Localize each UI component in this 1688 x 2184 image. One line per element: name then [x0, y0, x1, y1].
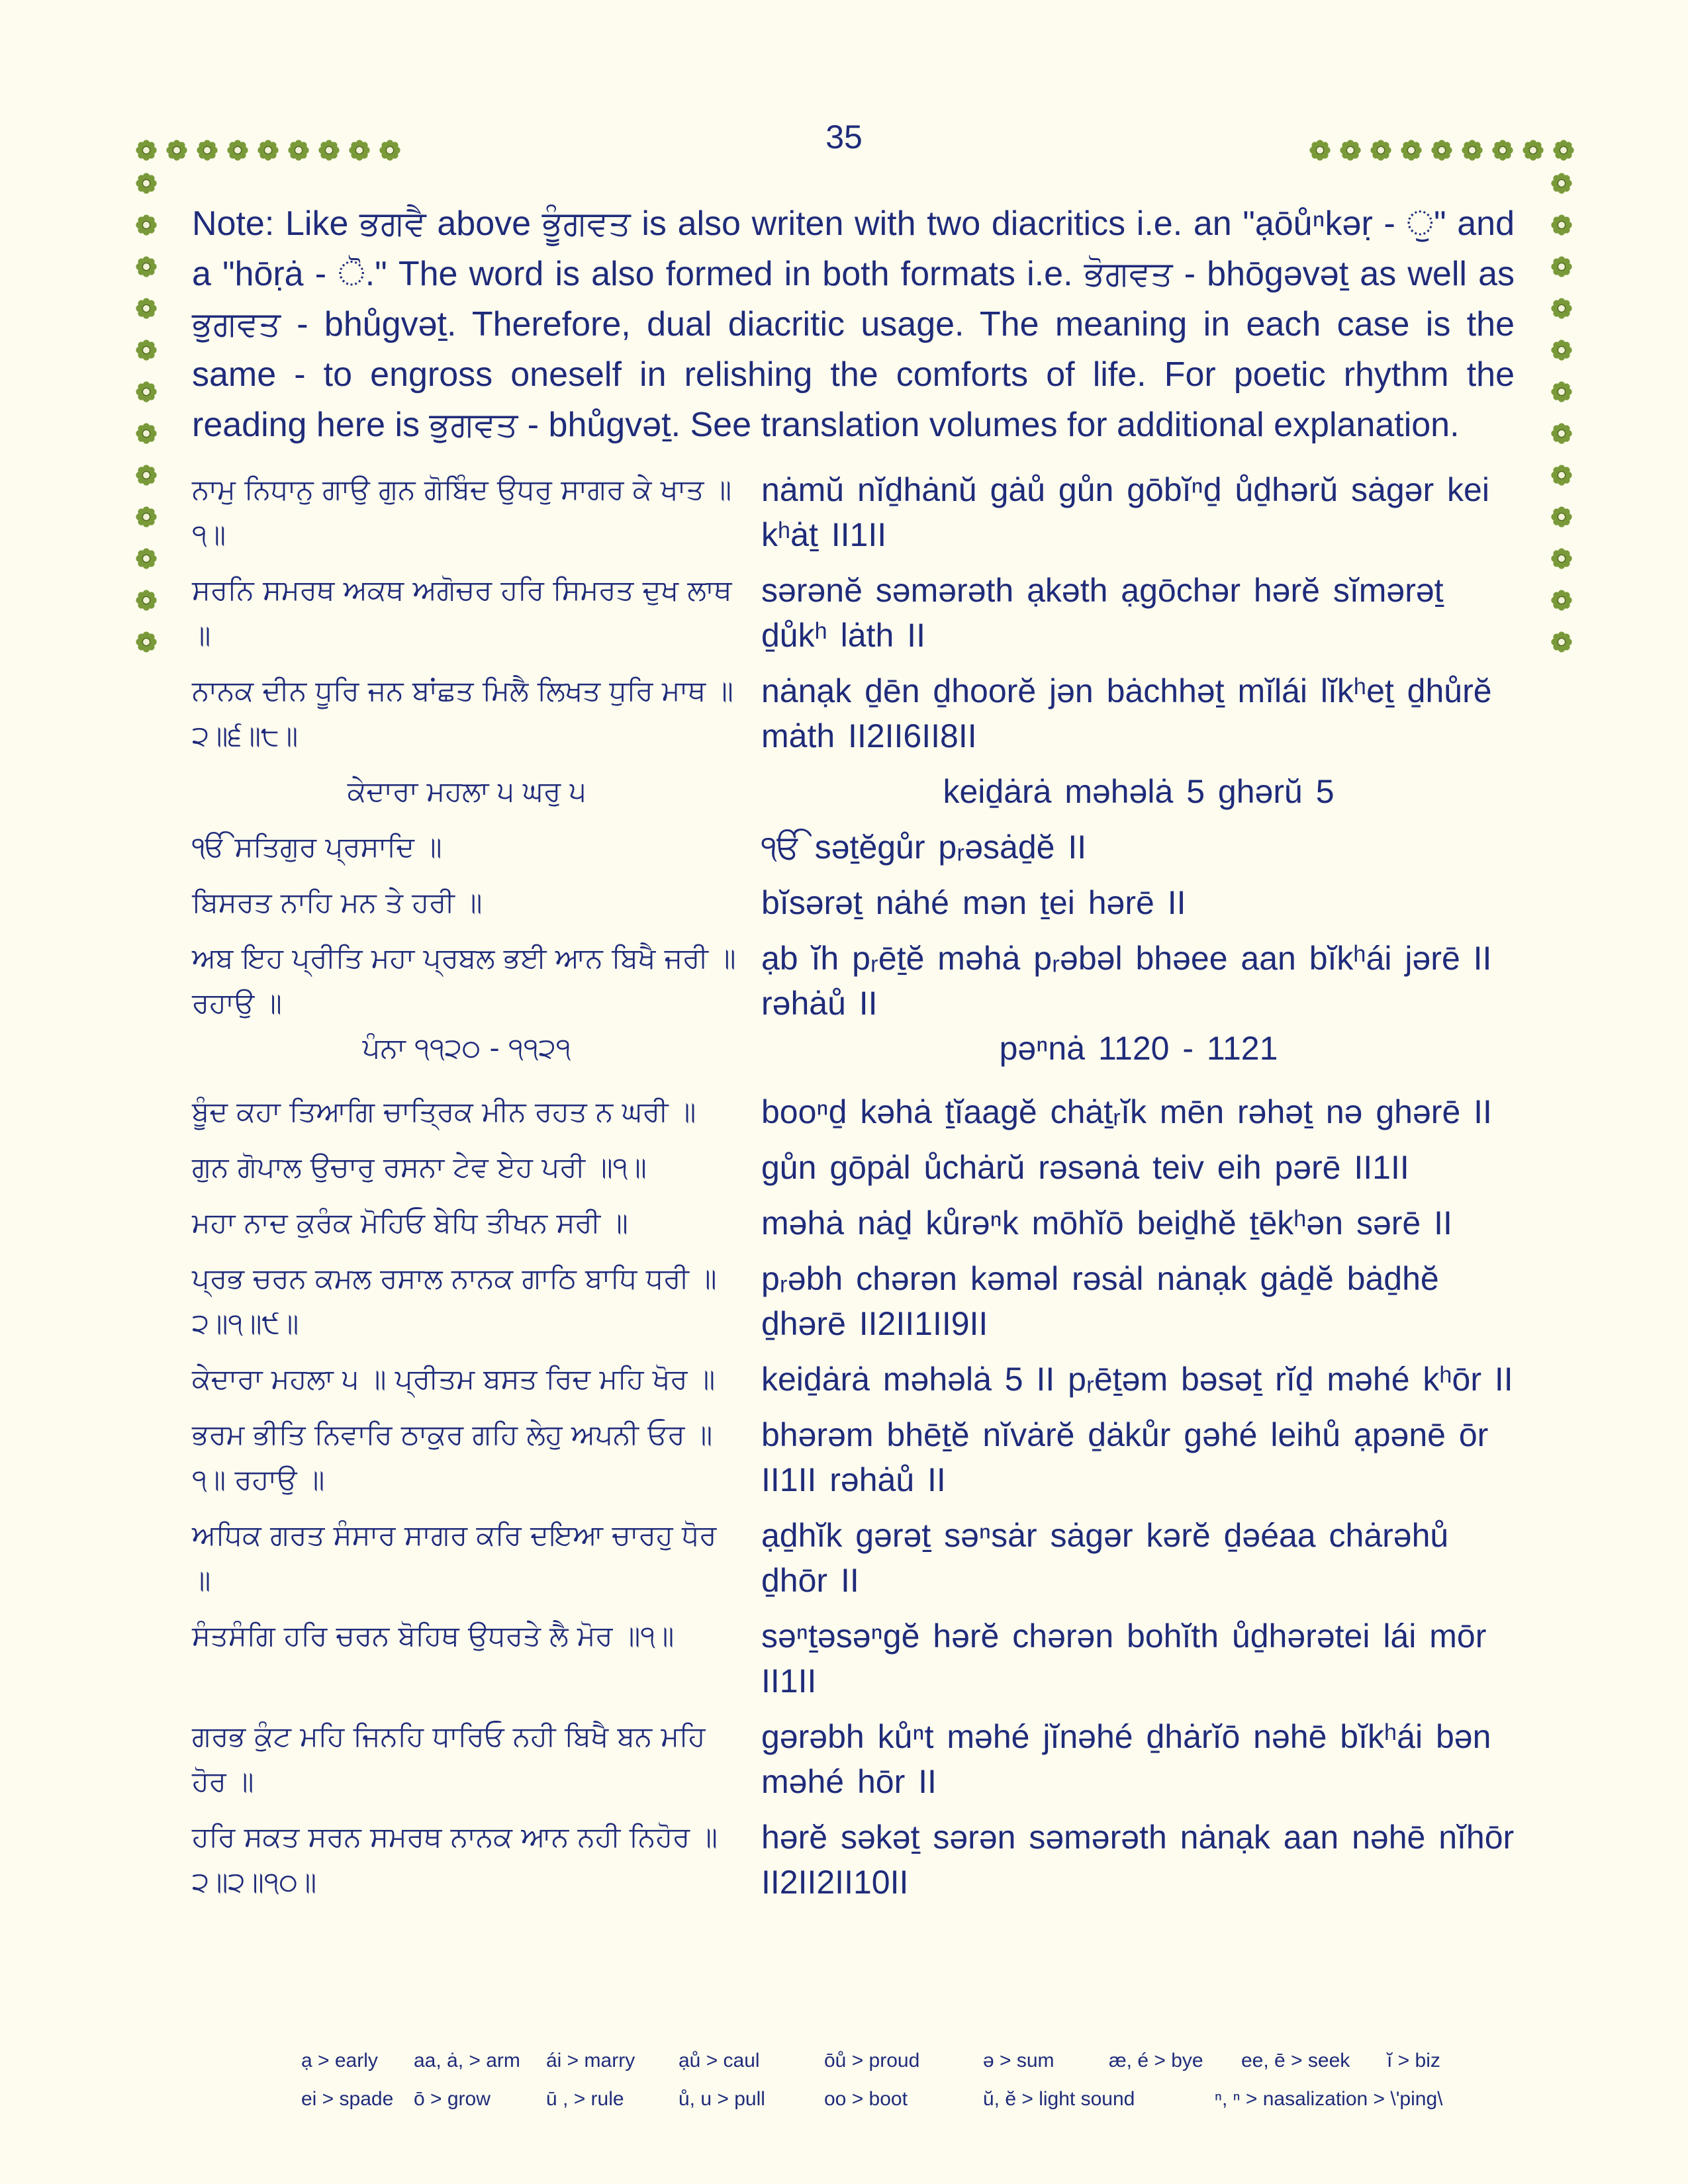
- flower-ornament-icon: [286, 138, 311, 163]
- legend-item: ei > spade: [301, 2088, 394, 2110]
- verse-row: [192, 880, 1516, 925]
- flower-ornament-icon: [134, 296, 159, 321]
- verse-row: [192, 668, 1516, 758]
- verse-row: [192, 467, 1516, 557]
- flower-border-top-left: [134, 138, 402, 164]
- gurmukhi-line: ਨਾਮੁ ਨਿਧਾਨੁ ਗਾਉ ਗੁਨ ਗੋਬਿੰਦ ਉਧਰੁ ਸਾਗਰ ਕੇ ਖਾਤ ॥੧॥: [192, 473, 732, 551]
- transliteration-line: keiḏȧrȧ məhəlȧ 5 II pᵣēṯəm bəsəṯ rĭḏ məhé kʰōr II: [761, 1361, 1513, 1398]
- gurmukhi-line: ਸਰਨਿ ਸਮਰਥ ਅਕਥ ਅਗੋਚਰ ਹਰਿ ਸਿਮਰਤ ਦੁਖ ਲਾਥ ॥: [192, 574, 732, 651]
- flower-border-right: [1549, 171, 1574, 655]
- gurmukhi-line: ਅਬ ਇਹ ਪ੍ਰੀਤਿ ਮਹਾ ਪ੍ਰਬਲ ਭਈ ਆਨ ਬਿਖੈ ਜਰੀ ॥ ਰਹਾਉ ॥: [192, 942, 736, 1019]
- legend-item: ⁿ, ⁿ > nasalization > \'ping\: [1215, 2088, 1443, 2110]
- verse-row: [192, 1412, 1516, 1502]
- gurmukhi-line: ਬਿਸਰਤ ਨਾਹਿ ਮਨ ਤੇ ਹਰੀ ॥: [192, 886, 483, 919]
- gurmukhi-line: ਬੂੰਦ ਕਹਾ ਤਿਆਗਿ ਚਾਤ੍ਰਿਕ ਮੀਨ ਰਹਤ ਨ ਘਰੀ ॥: [192, 1095, 696, 1128]
- flower-ornament-icon: [1549, 338, 1574, 363]
- flower-ornament-icon: [1490, 138, 1515, 163]
- legend-item: ĭ > biz: [1387, 2050, 1440, 2071]
- flower-ornament-icon: [1549, 421, 1574, 446]
- verse-row: [192, 568, 1516, 658]
- flower-ornament-icon: [1549, 463, 1574, 488]
- flower-ornament-icon: [1338, 138, 1363, 163]
- gurmukhi-line: ਪ੍ਰਭ ਚਰਨ ਕਮਲ ਰਸਾਲ ਨਾਨਕ ਗਾਠਿ ਬਾਧਿ ਧਰੀ ॥੨॥੧॥੯॥: [192, 1262, 717, 1340]
- flower-ornament-icon: [1549, 546, 1574, 571]
- legend-item: ōů > proud: [824, 2050, 920, 2071]
- gurmukhi-line: ਮਹਾ ਨਾਦ ਕੁਰੰਕ ਮੋਹਿਓ ਬੇਧਿ ਤੀਖਨ ਸਰੀ ॥: [192, 1206, 628, 1239]
- flower-ornament-icon: [1521, 138, 1546, 163]
- page-range-row: [192, 1026, 1516, 1071]
- flower-ornament-icon: [1551, 138, 1576, 163]
- verse-row: [192, 936, 1516, 1026]
- flower-ornament-icon: [134, 212, 159, 238]
- pronunciation-legend: [301, 2042, 1506, 2118]
- flower-ornament-icon: [1399, 138, 1424, 163]
- legend-item: æ, é > bye: [1109, 2050, 1203, 2071]
- flower-border-top-right: [1307, 138, 1576, 164]
- translation-note: Note: Like ਭਗਵੈ above ਭੂੰਗਵਤ is also writen with two diacritics i.e. an "ạōůⁿkəṛ - ੁ" and a "hōṛȧ - ੋ." The word is also formed in both formats i.e. ਭੋਗਵਤ - bhōgəvəṯ as well as ਭੁਗਵਤ - bhůgvəṯ. Therefore, dual diacritic usage. The meaning in each case is the same - to engross oneself in relishing the comforts of life. For poetic rhythm the reading here is ਭੁਗਵਤ - bhůgvəṯ. See translation volumes for additional explanation.: [192, 205, 1515, 444]
- flower-ornament-icon: [225, 138, 250, 163]
- flower-ornament-icon: [1549, 629, 1574, 655]
- verse-row: [192, 1815, 1516, 1905]
- legend-item: oo > boot: [824, 2088, 908, 2110]
- flower-ornament-icon: [1549, 504, 1574, 529]
- legend-row: [301, 2080, 1506, 2118]
- legend-item: ū , > rule: [546, 2088, 624, 2110]
- flower-ornament-icon: [316, 138, 342, 163]
- verse-row: [192, 1089, 1516, 1134]
- verse-row: [192, 1513, 1516, 1603]
- transliteration-line: hərĕ səkəṯ sərən səmərəth nȧnạk aan nəhē nĭhōr II2II2II10II: [761, 1819, 1515, 1901]
- transliteration-line: nȧnạk ḏēn ḏhoorĕ jən bȧchhəṯ mĭlái lĭkʰeṯ ḏhůrĕ mȧth II2II6II8II: [761, 672, 1492, 754]
- flower-ornament-icon: [1460, 138, 1485, 163]
- legend-item: ə > sum: [983, 2050, 1055, 2071]
- gurmukhi-line: ਗੁਨ ਗੋਪਾਲ ਉਚਾਰੁ ਰਸਨਾ ਟੇਵ ਏਹ ਪਰੀ ॥੧॥: [192, 1151, 647, 1183]
- legend-item: ō > grow: [414, 2088, 491, 2110]
- verse-row: [192, 825, 1516, 870]
- transliteration-line: ạb ĭh pᵣēṯĕ məhȧ pᵣəbəl bhəee aan bĭkʰái jərē II rəhȧů II: [761, 940, 1492, 1022]
- verse-row: [192, 1714, 1516, 1804]
- gurmukhi-line: ੴ ਸਤਿਗੁਰ ਪ੍ਰਸਾਦਿ ॥: [192, 831, 442, 863]
- transliteration-line: gůn gōpȧl ůchȧrŭ rəsənȧ teiv eih pərē II1II: [761, 1149, 1409, 1186]
- flower-ornament-icon: [134, 588, 159, 613]
- legend-item: ŭ, ĕ > light sound: [983, 2088, 1135, 2110]
- section-heading-row: [192, 769, 1516, 814]
- legend-item: ái > marry: [546, 2050, 635, 2071]
- flower-ornament-icon: [134, 138, 159, 163]
- flower-ornament-icon: [1368, 138, 1393, 163]
- legend-item: ạ > early: [301, 2050, 378, 2071]
- section-heading-gurmukhi: ਕੇਦਾਰਾ ਮਹਲਾ ੫ ਘਰੁ ੫: [347, 775, 586, 807]
- legend-row: [301, 2042, 1506, 2080]
- page-range-gurmukhi: ਪੰਨਾ ੧੧੨੦ - ੧੧੨੧: [362, 1032, 571, 1064]
- flower-ornament-icon: [1307, 138, 1333, 163]
- verse-row: [192, 1201, 1516, 1246]
- flower-ornament-icon: [134, 629, 159, 655]
- transliteration-line: gərəbh kůⁿt məhé jĭnəhé ḏhȧrĭō nəhē bĭkʰái bən məhé hōr II: [761, 1718, 1491, 1800]
- transliteration-line: nȧmŭ nĭḏhȧnŭ gȧů gůn gōbĭⁿḏ ůḏhərŭ sȧgər kei kʰȧṯ II1II: [761, 471, 1489, 553]
- legend-item: aa, ȧ, > arm: [414, 2050, 520, 2071]
- flower-ornament-icon: [1549, 171, 1574, 196]
- flower-ornament-icon: [164, 138, 189, 163]
- gurmukhi-line: ਨਾਨਕ ਦੀਨ ਧੂਰਿ ਜਨ ਬਾਂਛਤ ਮਿਲੈ ਲਿਖਤ ਧੁਰਿ ਮਾਥ ॥੨॥੬॥੮॥: [192, 674, 733, 752]
- flower-ornament-icon: [134, 254, 159, 279]
- flower-border-left: [134, 171, 159, 655]
- flower-ornament-icon: [377, 138, 402, 163]
- transliteration-line: bhərəm bhēṯĕ nĭvȧrĕ ḏȧkůr gəhé leihů ạpənē ōr II1II rəhȧů II: [761, 1416, 1489, 1498]
- transliteration-line: səⁿṯəsəⁿgĕ hərĕ chərən bohĭth ůḏhərətei lái mōr II1II: [761, 1617, 1487, 1700]
- verse-table: [192, 467, 1516, 1905]
- flower-ornament-icon: [256, 138, 281, 163]
- flower-ornament-icon: [134, 171, 159, 196]
- gurmukhi-line: ਸੰਤਸੰਗਿ ਹਰਿ ਚਰਨ ਬੋਹਿਥ ਉਧਰਤੇ ਲੈ ਮੋਰ ॥੧॥: [192, 1619, 675, 1652]
- page-number: 35: [825, 118, 863, 156]
- flower-ornament-icon: [1429, 138, 1454, 163]
- flower-ornament-icon: [134, 421, 159, 446]
- legend-item: ee, ē > seek: [1241, 2050, 1350, 2071]
- verse-row: [192, 1256, 1516, 1346]
- gurmukhi-line: ਭਰਮ ਭੀਤਿ ਨਿਵਾਰਿ ਠਾਕੁਰ ਗਹਿ ਲੇਹੁ ਅਪਨੀ ਓਰ ॥ ੧॥ ਰਹਾਉ ॥: [192, 1418, 713, 1496]
- flower-ornament-icon: [1549, 588, 1574, 613]
- flower-ornament-icon: [134, 338, 159, 363]
- flower-ornament-icon: [1549, 296, 1574, 321]
- flower-ornament-icon: [347, 138, 372, 163]
- legend-item: ạů > caul: [679, 2050, 760, 2071]
- page-range-transliteration: pəⁿnȧ 1120 - 1121: [999, 1030, 1278, 1067]
- flower-ornament-icon: [1549, 212, 1574, 238]
- transliteration-line: booⁿḏ kəhȧ ṯĭaagĕ chȧṯᵣĭk mēn rəhəṯ nə ghərē II: [761, 1093, 1492, 1130]
- verse-row: [192, 1145, 1516, 1190]
- transliteration-line: pᵣəbh chərən kəməl rəsȧl nȧnạk gȧḏĕ bȧḏhĕ ḏhərē II2II1II9II: [761, 1260, 1439, 1342]
- flower-ornament-icon: [1549, 254, 1574, 279]
- gurmukhi-line: ਅਧਿਕ ਗਰਤ ਸੰਸਾਰ ਸਾਗਰ ਕਰਿ ਦਇਆ ਚਾਰਹੁ ਧੋਰ ॥: [192, 1519, 717, 1596]
- transliteration-line: ੴ səṯĕgůr pᵣəsȧḏĕ II: [761, 829, 1087, 866]
- section-heading-transliteration: keiḏȧrȧ məhəlȧ 5 ghərŭ 5: [943, 773, 1335, 810]
- transliteration-line: ạḏhĭk gərəṯ səⁿsȧr sȧgər kərĕ ḏəéaa chȧrəhů ḏhōr II: [761, 1517, 1449, 1599]
- transliteration-line: bĭsərəṯ nȧhé mən ṯei hərē II: [761, 884, 1186, 921]
- verse-row: [192, 1614, 1516, 1704]
- flower-ornament-icon: [134, 379, 159, 404]
- gurmukhi-line: ਕੇਦਾਰਾ ਮਹਲਾ ੫ ॥ ਪ੍ਰੀਤਮ ਬਸਤ ਰਿਦ ਮਹਿ ਖੋਰ ॥: [192, 1363, 716, 1395]
- flower-ornament-icon: [195, 138, 220, 163]
- verse-row: [192, 1357, 1516, 1402]
- flower-ornament-icon: [134, 504, 159, 529]
- transliteration-line: sərənĕ səmərəth ạkəth ạgōchər hərĕ sĭmərəṯ ḏůkʰ lȧth II: [761, 572, 1444, 654]
- gurmukhi-line: ਗਰਭ ਕੁੰਟ ਮਹਿ ਜਿਨਹਿ ਧਾਰਿਓ ਨਹੀ ਬਿਖੈ ਬਨ ਮਹਿ ਹੋਰ ॥: [192, 1720, 706, 1797]
- gurmukhi-line: ਹਰਿ ਸਕਤ ਸਰਨ ਸਮਰਥ ਨਾਨਕ ਆਨ ਨਹੀ ਨਿਹੋਰ ॥੨॥੨॥੧੦॥: [192, 1821, 718, 1898]
- flower-ornament-icon: [1549, 379, 1574, 404]
- flower-ornament-icon: [134, 546, 159, 571]
- transliteration-line: məhȧ nȧḏ kůrəⁿk mōhĭō beiḏhĕ ṯēkʰən sərē II: [761, 1205, 1452, 1242]
- flower-ornament-icon: [134, 463, 159, 488]
- legend-item: ů, u > pull: [679, 2088, 765, 2110]
